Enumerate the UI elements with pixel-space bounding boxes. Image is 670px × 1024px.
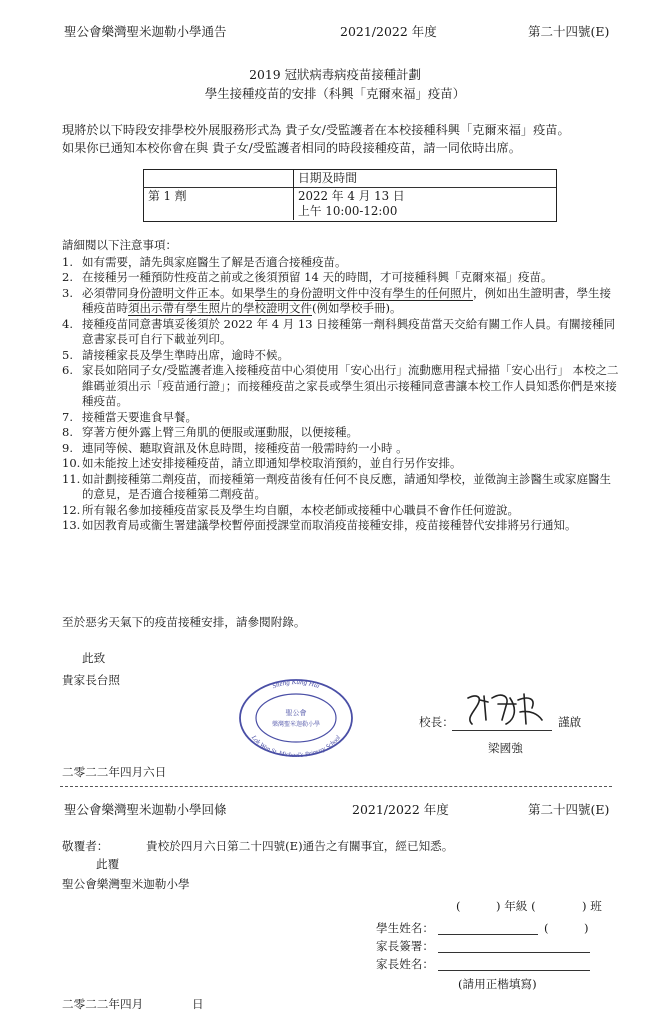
note-number: 8. — [62, 425, 73, 439]
note-number: 12. — [62, 502, 81, 517]
reply-number: 第二十四號(E) — [528, 802, 610, 817]
note-number: 1. — [62, 254, 73, 269]
note-item — [62, 503, 622, 519]
reply-to-school: 聖公會樂灣聖米迦勒小學 — [62, 877, 190, 891]
note-number: 2. — [62, 270, 73, 284]
principal-signature — [458, 690, 548, 730]
note-item — [62, 270, 622, 286]
note-underlined-text: 身份證明文件正本 — [128, 285, 220, 300]
note-number: 11. — [62, 471, 81, 486]
intro-line-1: 現將於以下時段安排學校外展服務形式為 貴子女/受監護者在本校接種科興「克爾來福」疫苗。 — [62, 123, 570, 137]
note-text: 穿著方便外露上臂三角肌的便服或運動服，以便接種。 — [82, 425, 358, 439]
reply-body: 貴校於四月六日第二十四號(E)通告之有關事宜，經已知悉。 — [146, 839, 454, 853]
title-line-2: 學生接種疫苗的安排（科興「克爾來福」疫苗） — [204, 86, 466, 101]
note-text: 所有報名參加接種疫苗家長及學生均自願，本校老師或接種中心職員不會作任何遊說。 — [82, 502, 519, 517]
note-item — [62, 363, 622, 410]
schedule-row-divider — [143, 187, 556, 188]
schedule-date: 2022 年 4 月 13 日 — [298, 189, 405, 203]
note-number: 13. — [62, 518, 81, 532]
title-line-1: 2019 冠狀病毒病疫苗接種計劃 — [249, 67, 421, 82]
notice-number: 第二十四號(E) — [528, 24, 610, 39]
note-underlined-text: 須出示帶有學生照片的學校證明文件 — [128, 301, 312, 315]
note-text: 連同等候、聽取資訊及休息時間，接種疫苗一般需時約一小時 。 — [82, 440, 408, 455]
student-name-field[interactable] — [438, 934, 538, 935]
bad-weather-note: 至於惡劣天氣下的疫苗接種安排，請參閱附錄。 — [62, 615, 306, 629]
schedule-header: 日期及時間 — [298, 171, 357, 185]
class-label: ) 班 — [582, 899, 602, 913]
note-number: 3. — [62, 285, 73, 300]
note-item — [62, 456, 622, 472]
school-year: 2021/2022 年度 — [340, 24, 437, 39]
note-number: 5. — [62, 347, 73, 362]
note-text: ，例如出生證明書，學生接種疫苗時 — [82, 285, 611, 315]
notes-title: 請細閱以下注意事項： — [62, 238, 177, 252]
note-item — [62, 348, 622, 364]
grade-label: ) 年級 ( — [496, 899, 536, 913]
note-item — [62, 441, 622, 457]
schedule-col-divider — [293, 169, 294, 220]
student-paren-open: ( — [544, 921, 549, 935]
parent-name-field[interactable] — [438, 970, 590, 971]
note-text: 如有需要，請先與家庭醫生了解是否適合接種疫苗。 — [82, 254, 347, 269]
student-paren-close: ) — [584, 921, 589, 935]
svg-text:樂灣聖米迦勒小學: 樂灣聖米迦勒小學 — [271, 721, 321, 728]
reply-salutation: 敬覆者： — [62, 839, 109, 853]
reply-date: 二零二二年四月 — [62, 997, 144, 1011]
note-item — [62, 286, 622, 317]
grade-open-paren: ( — [456, 899, 461, 913]
note-underlined-text: 學生的身份證明文件中沒有學生的任何照片 — [254, 285, 473, 300]
ci-zhi: 此致 — [82, 651, 106, 665]
jin-qi: 謹啟 — [558, 715, 582, 729]
schedule-dose: 第 1 劑 — [148, 189, 187, 203]
reply-school-name: 聖公會樂灣聖米迦勒小學回條 — [64, 802, 227, 817]
recipient: 貴家長台照 — [62, 673, 120, 687]
note-number: 6. — [62, 363, 73, 377]
svg-text:Sheng Kung Hui: Sheng Kung Hui — [271, 677, 321, 691]
notes-section — [62, 238, 622, 534]
note-item — [62, 472, 622, 503]
note-text: 必須帶同 — [82, 285, 128, 300]
note-text: 。如果 — [220, 285, 255, 300]
reply-year: 2021/2022 年度 — [352, 802, 449, 817]
notice-date: 二零二二年四月六日 — [62, 765, 167, 779]
block-letters-note: (請用正楷填寫) — [458, 977, 537, 991]
reply-day: 日 — [192, 997, 204, 1011]
note-item — [62, 518, 622, 534]
tear-off-line — [60, 786, 612, 787]
note-text: 在接種另一種預防性疫苗之前或之後須預留 14 天的時間，才可接種科興「克爾來福」疫苗。 — [82, 270, 553, 284]
svg-text:Lok Wan St. Michael's Primary: Lok Wan St. Michael's Primary School — [249, 734, 343, 759]
schedule-time: 上午 10:00-12:00 — [298, 204, 398, 218]
note-number: 7. — [62, 409, 73, 424]
note-item — [62, 255, 622, 271]
parent-signature-field[interactable] — [438, 952, 590, 953]
note-text: 接種疫苗同意書填妥後須於 2022 年 4 月 13 日接種第一劑科興疫苗當天交給有關工作人員。有關接種同意書家長可自行下載並列印。 — [82, 316, 616, 346]
parent-name-label: 家長姓名： — [376, 957, 434, 971]
principal-name: 梁國強 — [488, 741, 523, 755]
note-text: (例如學校手冊)。 — [312, 301, 402, 315]
note-text: 如未能按上述安排接種疫苗，請立即通知學校取消預約，並自行另作安排。 — [82, 456, 462, 470]
note-item — [62, 425, 622, 441]
note-text: 請接種家長及學生準時出席，逾時不候。 — [82, 347, 289, 362]
parent-sign-label: 家長簽署： — [376, 939, 434, 953]
intro-line-2: 如果你已通知本校你會在與 貴子女/受監護者相同的時段接種疫苗，請一同依時出席。 — [62, 141, 521, 155]
note-number: 4. — [62, 316, 73, 331]
note-text: 如因教育局或衞生署建議學校暫停面授課堂而取消疫苗接種安排，疫苗接種替代安排將另行通知。 — [82, 518, 577, 532]
signature-line — [452, 730, 552, 731]
svg-text:聖公會: 聖公會 — [285, 709, 307, 717]
note-text: 家長如陪同子女/受監護者進入接種疫苗中心須使用「安心出行」流動應用程式掃描「安心出行」 本校之二維碼並須出示「疫苗通行證」；而接種疫苗之家長或學生須出示接種同意書讓本校工作人員知悉你們是來接種疫苗。 — [82, 363, 619, 408]
ci-fu: 此覆 — [96, 857, 120, 871]
note-number: 10. — [62, 456, 81, 470]
school-name: 聖公會樂灣聖米迦勒小學通告 — [64, 24, 227, 39]
principal-label: 校長： — [419, 715, 454, 729]
school-seal-stamp — [236, 677, 356, 759]
note-item — [62, 317, 622, 348]
student-name-label: 學生姓名： — [376, 921, 434, 935]
note-text: 接種當天要進食早餐。 — [82, 409, 197, 424]
note-number: 9. — [62, 440, 73, 455]
note-text: 如計劃接種第二劑疫苗，而接種第一劑疫苗後有任何不良反應，請通知學校，並徵詢主診醫生或家庭醫生的意見，是否適合接種第二劑疫苗。 — [82, 471, 611, 501]
note-item — [62, 410, 622, 426]
